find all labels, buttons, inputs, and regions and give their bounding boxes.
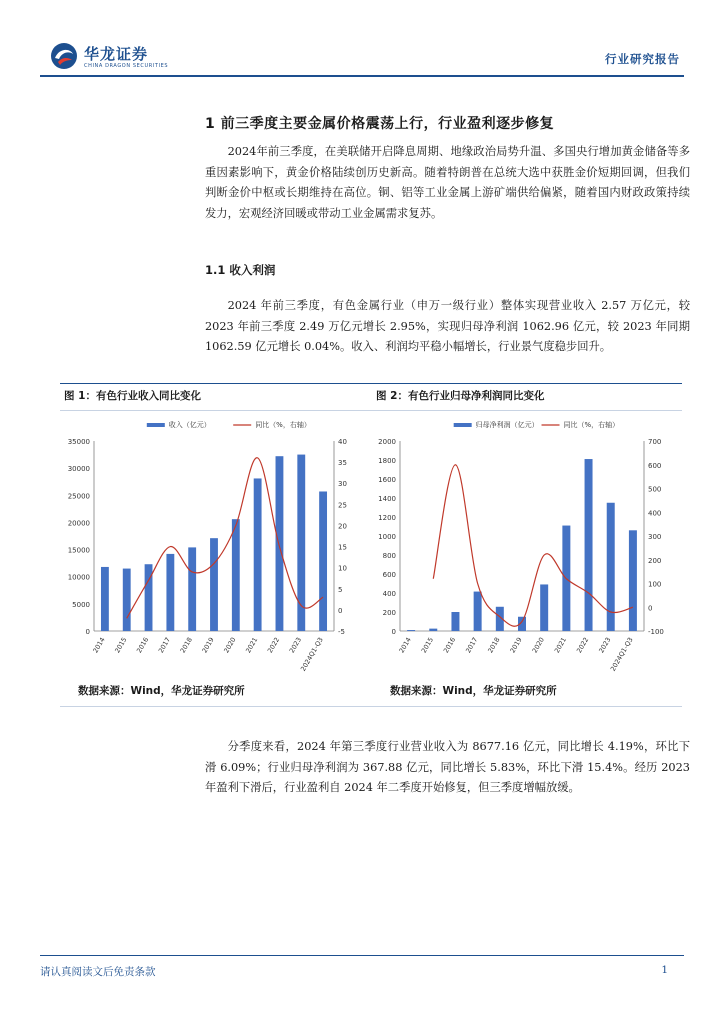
y-tick-label-right: 5 xyxy=(338,585,343,594)
bar-2018 xyxy=(188,547,196,631)
x-tick-label: 2023 xyxy=(287,636,304,655)
x-tick-label: 2015 xyxy=(419,636,436,655)
y-tick-label-left: 30000 xyxy=(67,465,90,474)
revenue-profit-paragraph: 2024 年前三季度，有色金属行业（申万一级行业）整体实现营业收入 2.57 万亿元，较 2023 年前三季度 2.49 万亿元增长 2.95%，实现归母净利润 1062.96 亿元，较 2023 年同期 1062.59 亿元增长 0.04%。收入、利润均平稳小幅增长，行业景气度稳步回升。 xyxy=(205,299,690,353)
header-divider xyxy=(40,75,684,77)
bar-2022 xyxy=(585,459,593,631)
quarterly-paragraph: 分季度来看，2024 年第三季度行业营业收入为 8677.16 亿元，同比增长 4.19%，环比下滑 6.09%；行业归母净利润为 367.88 亿元，同比增长 5.83%，环比下滑 15.4%。经历 2023 年盈利下滑后，行业盈利自 2024 年二季度开始修复，但三季度增幅放缓。 xyxy=(205,740,690,794)
y-tick-label-right: 200 xyxy=(648,556,662,565)
y-tick-label-left: 400 xyxy=(382,590,396,598)
x-tick-label: 2020 xyxy=(530,636,546,655)
bar-2022 xyxy=(276,456,284,631)
bar-2024Q1-Q3 xyxy=(319,491,327,631)
y-tick-label-left: 600 xyxy=(382,571,396,579)
bar-2023 xyxy=(297,455,305,631)
profit-chart xyxy=(370,415,682,675)
figure-2-title: 图 2：有色行业归母净利润同比变化 xyxy=(376,390,545,402)
y-tick-label-left: 35000 xyxy=(67,438,90,446)
bar-2020 xyxy=(232,519,240,631)
revenue-chart xyxy=(58,415,368,675)
figure-bottom-divider xyxy=(60,706,682,707)
bar-2017 xyxy=(166,554,174,631)
x-tick-label: 2021 xyxy=(244,636,260,655)
x-tick-label: 2016 xyxy=(135,636,151,655)
y-tick-label-left: 15000 xyxy=(67,546,90,555)
figure-1-source: 数据来源：Wind，华龙证券研究所 xyxy=(78,685,245,697)
y-tick-label-right: -100 xyxy=(648,628,664,636)
y-tick-label-right: 300 xyxy=(648,533,662,541)
x-tick-label: 2017 xyxy=(464,636,480,655)
x-tick-label: 2024Q1-Q3 xyxy=(299,636,325,673)
disclaimer-link[interactable]: 请认真阅读文后免责条款 xyxy=(40,966,156,978)
legend-bar-label: 收入（亿元） xyxy=(168,421,211,429)
bar-2021 xyxy=(254,478,262,631)
y-tick-label-left: 1600 xyxy=(378,476,396,484)
legend-bar-swatch xyxy=(147,423,165,427)
bar-2017 xyxy=(474,592,482,631)
logo-english-text: CHINA DRAGON SECURITIES xyxy=(84,63,169,69)
x-tick-label: 2014 xyxy=(91,636,107,655)
bar-2014 xyxy=(101,567,109,631)
y-tick-label-left: 0 xyxy=(85,628,90,636)
y-tick-label-left: 1800 xyxy=(378,457,396,465)
legend-line-label: 同比（%，右轴） xyxy=(255,421,311,429)
dragon-logo-icon xyxy=(50,42,78,70)
yoy-line-series xyxy=(127,458,323,619)
x-tick-label: 2024Q1-Q3 xyxy=(608,636,635,673)
bar-2016 xyxy=(451,612,459,631)
x-tick-label: 2022 xyxy=(265,636,282,655)
figure-1-title: 图 1：有色行业收入同比变化 xyxy=(64,390,201,402)
y-tick-label-right: -5 xyxy=(338,628,345,636)
page-header xyxy=(40,38,684,76)
y-tick-label-left: 1000 xyxy=(378,533,396,541)
bar-2024Q1-Q3 xyxy=(629,530,637,631)
y-tick-label-right: 700 xyxy=(648,438,662,446)
bar-2015 xyxy=(123,569,131,631)
y-tick-label-left: 0 xyxy=(391,628,396,636)
footer-divider xyxy=(40,955,684,956)
figure-2-source: 数据来源：Wind，华龙证券研究所 xyxy=(390,685,557,697)
y-tick-label-left: 2000 xyxy=(378,438,396,446)
x-tick-label: 2019 xyxy=(508,636,524,655)
y-tick-label-left: 1400 xyxy=(378,495,396,503)
bar-2020 xyxy=(540,584,548,631)
x-tick-label: 2018 xyxy=(486,636,502,655)
y-tick-label-right: 15 xyxy=(338,543,347,552)
x-tick-label: 2023 xyxy=(597,636,613,655)
y-tick-label-right: 0 xyxy=(648,604,653,613)
x-tick-label: 2021 xyxy=(552,636,569,655)
x-tick-label: 2017 xyxy=(156,636,173,655)
x-tick-label: 2016 xyxy=(441,636,458,655)
x-tick-label: 2018 xyxy=(178,636,194,655)
y-tick-label-right: 600 xyxy=(648,461,662,470)
y-tick-label-right: 40 xyxy=(338,438,347,446)
y-tick-label-left: 10000 xyxy=(67,573,90,582)
y-tick-label-left: 200 xyxy=(382,609,396,617)
y-tick-label-right: 10 xyxy=(338,564,347,573)
x-tick-label: 2020 xyxy=(222,636,238,655)
y-tick-label-right: 100 xyxy=(648,580,662,589)
x-tick-label: 2014 xyxy=(397,636,413,655)
y-tick-label-right: 400 xyxy=(648,509,662,518)
y-tick-label-right: 30 xyxy=(338,480,347,489)
legend-line-label: 同比（%，右轴） xyxy=(563,421,620,429)
y-tick-label-right: 20 xyxy=(338,522,347,531)
x-tick-label: 2022 xyxy=(575,636,591,655)
page-number: 1 xyxy=(661,964,668,976)
section-heading: 1 前三季度主要金属价格震荡上行，行业盈利逐步修复 xyxy=(205,116,555,132)
y-tick-label-right: 25 xyxy=(338,501,347,510)
subsection-heading: 1.1 收入利润 xyxy=(205,263,276,277)
y-tick-label-left: 5000 xyxy=(72,600,90,609)
y-tick-label-right: 500 xyxy=(648,485,662,494)
y-tick-label-left: 1200 xyxy=(378,514,396,522)
y-tick-label-left: 20000 xyxy=(67,519,90,528)
logo-text: 华龙证券 xyxy=(84,45,149,63)
y-tick-label-left: 25000 xyxy=(67,492,90,501)
y-tick-label-right: 35 xyxy=(338,459,347,468)
y-tick-label-right: 0 xyxy=(338,606,343,615)
legend-bar-swatch xyxy=(454,423,472,427)
yoy-line-series xyxy=(433,465,633,627)
y-tick-label-left: 800 xyxy=(382,552,396,560)
intro-paragraph: 2024年前三季度，在美联储开启降息周期、地缘政治局势升温、多国央行增加黄金储备等多重因素影响下，黄金价格陆续创历史新高。随着特朗普在总统大选中获胜金价短期回调，但我们判断金价中枢或长期维持在高位。铜、铝等工业金属上游矿端供给偏紧，随着国内财政政策持续发力，宏观经济回暖或带动工业金属需求复苏。 xyxy=(205,145,690,220)
x-tick-label: 2019 xyxy=(200,636,216,655)
legend-bar-label: 归母净利润（亿元） xyxy=(475,421,539,429)
report-type-label: 行业研究报告 xyxy=(605,52,680,66)
bar-2019 xyxy=(210,538,218,631)
bar-2015 xyxy=(429,629,437,631)
bar-2014 xyxy=(407,630,415,631)
x-tick-label: 2015 xyxy=(113,636,129,655)
